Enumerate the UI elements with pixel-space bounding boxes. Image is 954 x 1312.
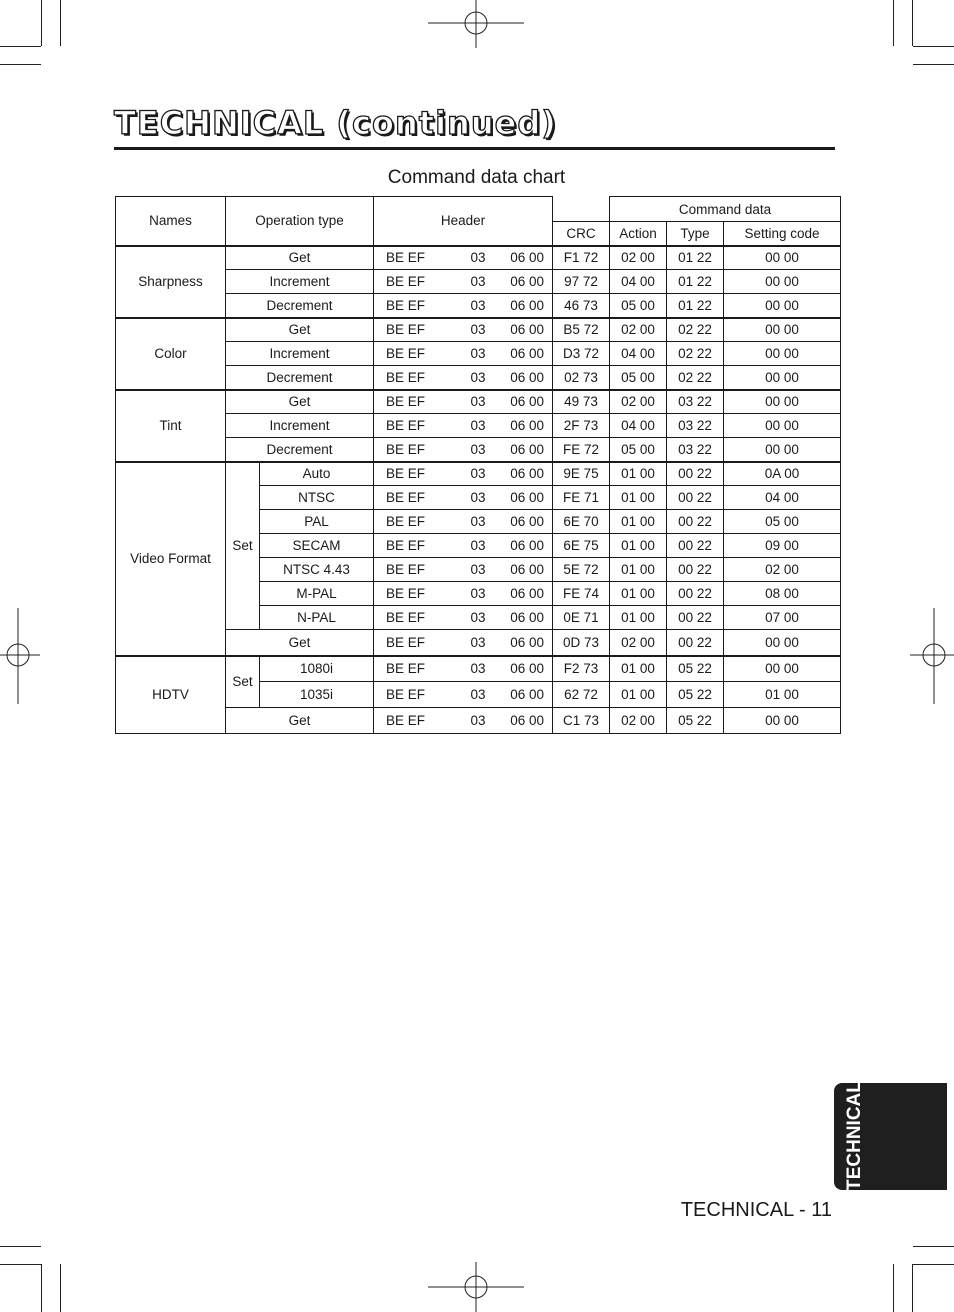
header-byte-1: BE EF — [386, 441, 426, 457]
operation-cell: Get — [226, 318, 374, 342]
header-byte-3: 06 00 — [510, 346, 544, 361]
header-bytes-cell — [374, 246, 553, 270]
setting-code-cell: 02 00 — [724, 558, 841, 582]
crop-mark — [0, 64, 41, 65]
action-cell: 01 00 — [610, 582, 667, 606]
crc-cell: 9E 75 — [553, 462, 610, 486]
setting-code-cell: 00 00 — [724, 708, 841, 734]
header-byte-3: 06 00 — [510, 661, 544, 677]
type-cell: 02 22 — [667, 342, 724, 366]
crc-cell: 02 73 — [553, 366, 610, 390]
header-byte-2: 03 — [470, 586, 486, 601]
table-row — [116, 390, 841, 414]
crop-mark — [912, 0, 913, 46]
header-bytes-cell — [374, 630, 553, 656]
crc-cell: 0E 71 — [553, 606, 610, 630]
crop-mark — [912, 1264, 913, 1312]
header-bytes-cell — [374, 558, 553, 582]
setting-code-cell: 00 00 — [724, 438, 841, 462]
header-byte-2: 03 — [470, 274, 486, 289]
header-byte-1: BE EF — [386, 713, 426, 728]
operation-cell: Get — [226, 246, 374, 270]
operation-cell: Get — [226, 630, 374, 656]
crc-cell: 62 72 — [553, 682, 610, 708]
operation-cell: Increment — [226, 414, 374, 438]
header-byte-3: 06 00 — [510, 466, 544, 482]
operation-cell: NTSC 4.43 — [260, 558, 374, 582]
setting-code-cell: 05 00 — [724, 510, 841, 534]
header-byte-2: 03 — [470, 562, 486, 577]
crc-cell: 46 73 — [553, 294, 610, 318]
type-cell: 00 22 — [667, 534, 724, 558]
action-cell: 02 00 — [610, 390, 667, 414]
operation-cell: 1035i — [260, 682, 374, 708]
header-crc: CRC — [553, 222, 610, 246]
crc-cell: F2 73 — [553, 656, 610, 682]
type-cell: 00 22 — [667, 558, 724, 582]
row-group-name: Sharpness — [116, 246, 226, 318]
header-byte-1: BE EF — [386, 418, 426, 433]
row-group-name: Color — [116, 318, 226, 390]
type-cell: 00 22 — [667, 582, 724, 606]
type-cell: 02 22 — [667, 318, 724, 342]
operation-cell: 1080i — [260, 656, 374, 682]
action-cell: 01 00 — [610, 486, 667, 510]
header-byte-2: 03 — [470, 250, 486, 266]
operation-cell: PAL — [260, 510, 374, 534]
setting-code-cell: 00 00 — [724, 294, 841, 318]
registration-mark — [0, 608, 40, 704]
header-byte-2: 03 — [470, 346, 486, 361]
registration-mark — [910, 608, 954, 704]
operation-cell: N-PAL — [260, 606, 374, 630]
setting-code-cell: 09 00 — [724, 534, 841, 558]
header-names: Names — [116, 197, 226, 246]
header-byte-1: BE EF — [386, 562, 426, 577]
type-cell: 00 22 — [667, 486, 724, 510]
operation-cell: Decrement — [226, 366, 374, 390]
action-cell: 02 00 — [610, 246, 667, 270]
crop-mark — [41, 0, 42, 46]
header-byte-2: 03 — [470, 634, 486, 650]
action-cell: 05 00 — [610, 366, 667, 390]
table-row — [116, 318, 841, 342]
header-byte-2: 03 — [470, 369, 486, 385]
table-row — [116, 462, 841, 486]
header-blank — [553, 197, 610, 222]
header-bytes-cell — [374, 414, 553, 438]
header-byte-1: BE EF — [386, 297, 426, 313]
type-cell: 01 22 — [667, 246, 724, 270]
type-cell: 05 22 — [667, 656, 724, 682]
crc-cell: D3 72 — [553, 342, 610, 366]
header-byte-3: 06 00 — [510, 562, 544, 577]
crop-mark — [893, 0, 894, 46]
registration-mark — [428, 0, 524, 50]
action-cell: 01 00 — [610, 534, 667, 558]
header-byte-2: 03 — [470, 610, 486, 625]
header-byte-1: BE EF — [386, 538, 426, 553]
header-byte-2: 03 — [470, 687, 486, 702]
crop-mark — [60, 1264, 61, 1312]
setting-code-cell: 00 00 — [724, 342, 841, 366]
action-cell: 02 00 — [610, 318, 667, 342]
header-operation-type: Operation type — [226, 197, 374, 246]
crc-cell: 2F 73 — [553, 414, 610, 438]
action-cell: 04 00 — [610, 270, 667, 294]
header-byte-1: BE EF — [386, 250, 426, 266]
crc-cell: FE 74 — [553, 582, 610, 606]
header-byte-3: 06 00 — [510, 634, 544, 650]
table-row — [116, 656, 841, 682]
type-cell: 02 22 — [667, 366, 724, 390]
header-bytes-cell — [374, 462, 553, 486]
operation-cell: M-PAL — [260, 582, 374, 606]
crop-mark — [913, 46, 954, 47]
header-byte-2: 03 — [470, 713, 486, 728]
header-setting-code: Setting code — [724, 222, 841, 246]
header-byte-2: 03 — [470, 297, 486, 313]
operation-cell: Decrement — [226, 438, 374, 462]
header-byte-2: 03 — [470, 466, 486, 482]
header-bytes-cell — [374, 534, 553, 558]
crc-cell: B5 72 — [553, 318, 610, 342]
type-cell: 05 22 — [667, 682, 724, 708]
header-byte-2: 03 — [470, 394, 486, 410]
crc-cell: 49 73 — [553, 390, 610, 414]
crop-mark — [0, 1264, 41, 1265]
header-byte-2: 03 — [470, 322, 486, 338]
action-cell: 05 00 — [610, 438, 667, 462]
header-header: Header — [374, 197, 553, 246]
header-bytes-cell — [374, 486, 553, 510]
operation-cell: Increment — [226, 270, 374, 294]
header-bytes-cell — [374, 682, 553, 708]
header-byte-3: 06 00 — [510, 418, 544, 433]
header-byte-3: 06 00 — [510, 538, 544, 553]
action-cell: 01 00 — [610, 462, 667, 486]
row-group-name: Video Format — [116, 462, 226, 656]
header-bytes-cell — [374, 656, 553, 682]
header-byte-2: 03 — [470, 514, 486, 529]
type-cell: 03 22 — [667, 390, 724, 414]
crop-mark — [913, 1264, 954, 1265]
crop-mark — [0, 46, 41, 47]
type-cell: 00 22 — [667, 630, 724, 656]
page-number: TECHNICAL - 11 — [680, 1199, 832, 1221]
header-byte-3: 06 00 — [510, 490, 544, 505]
side-tab-label: TECHNICAL — [844, 1081, 865, 1191]
operation-cell: Get — [226, 708, 374, 734]
crc-cell: 97 72 — [553, 270, 610, 294]
header-bytes-cell — [374, 606, 553, 630]
crop-mark — [913, 1246, 954, 1247]
action-cell: 04 00 — [610, 342, 667, 366]
table-row — [116, 246, 841, 270]
setting-code-cell: 07 00 — [724, 606, 841, 630]
header-byte-3: 06 00 — [510, 250, 544, 266]
header-byte-3: 06 00 — [510, 514, 544, 529]
setting-code-cell: 00 00 — [724, 390, 841, 414]
heading-rule — [114, 147, 835, 150]
type-cell: 00 22 — [667, 510, 724, 534]
action-cell: 01 00 — [610, 558, 667, 582]
setting-code-cell: 00 00 — [724, 630, 841, 656]
operation-cell: NTSC — [260, 486, 374, 510]
header-byte-1: BE EF — [386, 586, 426, 601]
header-byte-3: 06 00 — [510, 297, 544, 313]
operation-cell: Auto — [260, 462, 374, 486]
type-cell: 03 22 — [667, 414, 724, 438]
setting-code-cell: 01 00 — [724, 682, 841, 708]
header-bytes-cell — [374, 342, 553, 366]
header-byte-2: 03 — [470, 538, 486, 553]
set-label: Set — [226, 656, 260, 708]
type-cell: 01 22 — [667, 294, 724, 318]
header-bytes-cell — [374, 366, 553, 390]
crc-cell: 6E 75 — [553, 534, 610, 558]
operation-cell: SECAM — [260, 534, 374, 558]
setting-code-cell: 04 00 — [724, 486, 841, 510]
action-cell: 01 00 — [610, 606, 667, 630]
header-byte-1: BE EF — [386, 466, 426, 482]
crc-cell: F1 72 — [553, 246, 610, 270]
action-cell: 01 00 — [610, 682, 667, 708]
setting-code-cell: 00 00 — [724, 656, 841, 682]
header-bytes-cell — [374, 708, 553, 734]
header-byte-3: 06 00 — [510, 369, 544, 385]
action-cell: 02 00 — [610, 630, 667, 656]
header-bytes-cell — [374, 294, 553, 318]
type-cell: 05 22 — [667, 708, 724, 734]
header-byte-1: BE EF — [386, 634, 426, 650]
set-label: Set — [226, 462, 260, 630]
header-byte-3: 06 00 — [510, 274, 544, 289]
setting-code-cell: 00 00 — [724, 366, 841, 390]
setting-code-cell: 00 00 — [724, 246, 841, 270]
header-byte-3: 06 00 — [510, 394, 544, 410]
header-command-data: Command data — [610, 197, 841, 222]
header-byte-1: BE EF — [386, 322, 426, 338]
header-byte-3: 06 00 — [510, 322, 544, 338]
header-bytes-cell — [374, 510, 553, 534]
header-byte-2: 03 — [470, 441, 486, 457]
row-group-name: Tint — [116, 390, 226, 462]
header-type: Type — [667, 222, 724, 246]
header-bytes-cell — [374, 438, 553, 462]
crop-mark — [893, 1264, 894, 1312]
chart-title: Command data chart — [387, 167, 566, 188]
action-cell: 02 00 — [610, 708, 667, 734]
header-byte-2: 03 — [470, 661, 486, 677]
setting-code-cell: 00 00 — [724, 414, 841, 438]
crc-cell: C1 73 — [553, 708, 610, 734]
crc-cell: 5E 72 — [553, 558, 610, 582]
setting-code-cell: 00 00 — [724, 270, 841, 294]
command-data-table — [115, 196, 841, 734]
header-bytes-cell — [374, 318, 553, 342]
header-byte-3: 06 00 — [510, 586, 544, 601]
header-byte-3: 06 00 — [510, 713, 544, 728]
header-action: Action — [610, 222, 667, 246]
setting-code-cell: 00 00 — [724, 318, 841, 342]
crc-cell: 6E 70 — [553, 510, 610, 534]
type-cell: 01 22 — [667, 270, 724, 294]
header-byte-3: 06 00 — [510, 687, 544, 702]
type-cell: 00 22 — [667, 462, 724, 486]
header-byte-1: BE EF — [386, 274, 426, 289]
header-byte-2: 03 — [470, 490, 486, 505]
header-byte-1: BE EF — [386, 610, 426, 625]
header-byte-1: BE EF — [386, 661, 426, 677]
row-group-name: HDTV — [116, 656, 226, 734]
header-byte-2: 03 — [470, 418, 486, 433]
crc-cell: 0D 73 — [553, 630, 610, 656]
header-bytes-cell — [374, 390, 553, 414]
header-byte-1: BE EF — [386, 394, 426, 410]
type-cell: 03 22 — [667, 438, 724, 462]
header-bytes-cell — [374, 270, 553, 294]
header-byte-1: BE EF — [386, 687, 426, 702]
header-byte-1: BE EF — [386, 490, 426, 505]
crc-cell: FE 71 — [553, 486, 610, 510]
header-byte-3: 06 00 — [510, 441, 544, 457]
operation-cell: Increment — [226, 342, 374, 366]
header-byte-1: BE EF — [386, 346, 426, 361]
header-byte-1: BE EF — [386, 369, 426, 385]
operation-cell: Get — [226, 390, 374, 414]
header-byte-3: 06 00 — [510, 610, 544, 625]
registration-mark — [428, 1262, 524, 1312]
crop-mark — [60, 0, 61, 46]
crop-mark — [0, 1246, 41, 1247]
header-bytes-cell — [374, 582, 553, 606]
setting-code-cell: 0A 00 — [724, 462, 841, 486]
operation-cell: Decrement — [226, 294, 374, 318]
crc-cell: FE 72 — [553, 438, 610, 462]
crop-mark — [41, 1264, 42, 1312]
page-heading: TECHNICAL (continued) — [114, 104, 557, 142]
action-cell: 01 00 — [610, 510, 667, 534]
crop-mark — [913, 64, 954, 65]
type-cell: 00 22 — [667, 606, 724, 630]
action-cell: 01 00 — [610, 656, 667, 682]
header-byte-1: BE EF — [386, 514, 426, 529]
action-cell: 04 00 — [610, 414, 667, 438]
setting-code-cell: 08 00 — [724, 582, 841, 606]
action-cell: 05 00 — [610, 294, 667, 318]
